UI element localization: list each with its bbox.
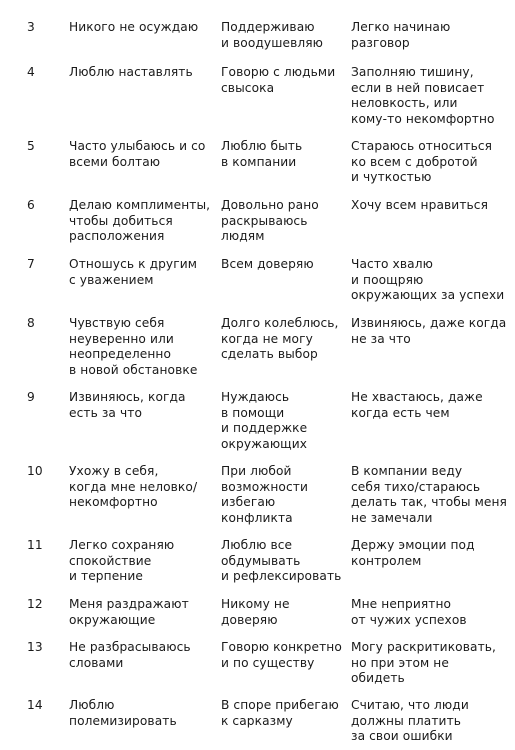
statement-a: Делаю комплименты, чтобы добиться расположения bbox=[69, 198, 211, 244]
statement-b: При любой возможности избегаю конфликта bbox=[221, 464, 308, 525]
statement-c: Считаю, что люди должны платить за свои ошибки bbox=[351, 698, 469, 744]
statement-b: Люблю все обдумывать и рефлексировать bbox=[221, 538, 342, 584]
statement-c: Извиняюсь, даже когда не за что bbox=[351, 316, 507, 346]
statement-c: Могу раскритиковать, но при этом не обидеть bbox=[351, 640, 497, 686]
row-number: 12 bbox=[27, 597, 43, 611]
statement-a: Меня раздражают окружающие bbox=[69, 597, 189, 627]
statement-c: Часто хвалю и поощряю окружающих за успехи bbox=[351, 257, 505, 303]
statement-a: Никого не осуждаю bbox=[69, 20, 199, 34]
statement-a: Ухожу в себя, когда мне неловко/ некомфортно bbox=[69, 464, 198, 510]
statement-a: Люблю полемизировать bbox=[69, 698, 177, 728]
row-number: 11 bbox=[27, 538, 43, 552]
row-number: 14 bbox=[27, 698, 43, 712]
statement-a: Легко сохраняю спокойствие и терпение bbox=[69, 538, 175, 584]
row-number: 5 bbox=[27, 139, 35, 153]
statement-a: Отношусь к другим с уважением bbox=[69, 257, 198, 287]
statement-b: Долго колеблюсь, когда не могу сделать выбор bbox=[221, 316, 339, 362]
statement-a: Часто улыбаюсь и со всеми болтаю bbox=[69, 139, 206, 169]
statement-c: Мне неприятно от чужих успехов bbox=[351, 597, 467, 627]
statement-c: Легко начинаю разговор bbox=[351, 20, 451, 50]
statement-a: Не разбрасываюсь словами bbox=[69, 640, 191, 670]
row-number: 7 bbox=[27, 257, 35, 271]
statement-c: Стараюсь относиться ко всем с добротой и чуткостью bbox=[351, 139, 493, 185]
statement-c: Держу эмоции под контролем bbox=[351, 538, 475, 568]
statement-c: Заполняю тишину, если в ней повисает неловкость, или кому-то некомфортно bbox=[351, 65, 495, 126]
row-number: 8 bbox=[27, 316, 35, 330]
row-number: 9 bbox=[27, 390, 35, 404]
statement-b: Всем доверяю bbox=[221, 257, 314, 271]
statement-c: Хочу всем нравиться bbox=[351, 198, 489, 212]
statement-b: Довольно рано раскрываюсь людям bbox=[221, 198, 319, 244]
statement-c: В компании веду себя тихо/стараюсь делать так, чтобы меня не замечали bbox=[351, 464, 507, 525]
statement-b: Поддерживаю и воодушевляю bbox=[221, 20, 324, 50]
statement-a: Извиняюсь, когда есть за что bbox=[69, 390, 186, 420]
statement-b: Говорю с людьми свысока bbox=[221, 65, 336, 95]
statement-b: Говорю конкретно и по существу bbox=[221, 640, 342, 670]
row-number: 4 bbox=[27, 65, 35, 79]
row-number: 13 bbox=[27, 640, 43, 654]
row-number: 10 bbox=[27, 464, 43, 478]
statement-b: Никому не доверяю bbox=[221, 597, 290, 627]
statement-a: Чувствую себя неуверенно или неопределенно в новой обстановке bbox=[69, 316, 198, 377]
statement-a: Люблю наставлять bbox=[69, 65, 193, 79]
statement-c: Не хвастаюсь, даже когда есть чем bbox=[351, 390, 483, 420]
statement-b: Нуждаюсь в помощи и поддержке окружающих bbox=[221, 390, 308, 451]
row-number: 3 bbox=[27, 20, 35, 34]
row-number: 6 bbox=[27, 198, 35, 212]
statement-b: В споре прибегаю к сарказму bbox=[221, 698, 339, 728]
statement-b: Люблю быть в компании bbox=[221, 139, 303, 169]
